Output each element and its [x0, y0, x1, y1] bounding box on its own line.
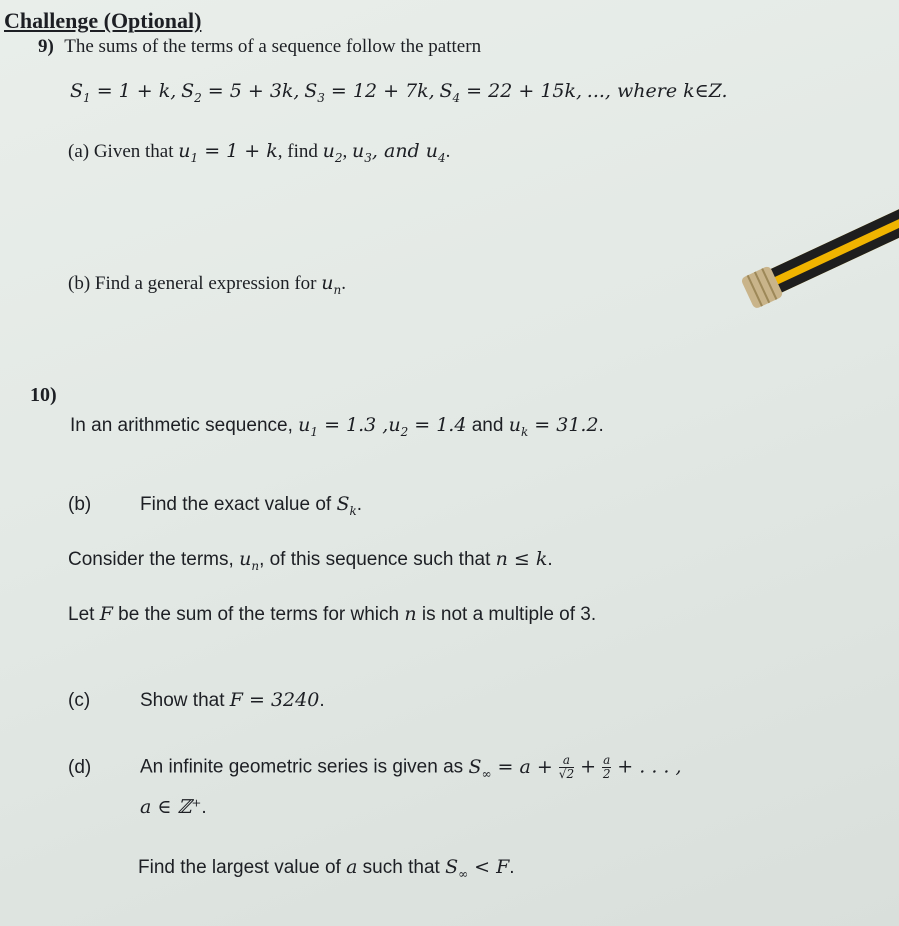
sum-s4: $S_4 = 22 + 15k$, [439, 80, 583, 105]
question-10-number: 10) [30, 384, 57, 406]
part-10d: (d) An infinite geometric series is given as $S_\infty = a$ + $\frac{a}{√2}$ + $\frac{a}{2}$ + . . . , [68, 753, 682, 781]
fraction-a-over-2: $\frac{a}{2}$ [602, 753, 611, 781]
pencil-image [720, 176, 899, 316]
part-10c: (c) Show that F = 3240. [68, 689, 325, 711]
question-9-stem [38, 36, 481, 58]
sum-tail: ..., where k∈Z. [586, 80, 728, 102]
question-9-text: The sums of the terms of a sequence follow the pattern [64, 36, 482, 57]
sum-pattern [70, 80, 728, 105]
fraction-a-over-root2: $\frac{a}{√2}$ [558, 753, 575, 781]
question-9-number: 9) [38, 36, 54, 57]
page-title: Challenge (Optional) [4, 8, 202, 33]
sum-s2: $S_2 = 5 + 3k$, [181, 80, 300, 105]
find-largest-a: Find the largest value of a such that $S_\infty < F$. [138, 856, 515, 881]
part-10d-condition: a ∈ ℤ⁺. [140, 796, 207, 818]
part-9b: (b) Find a general expression for $u_n$. [68, 272, 346, 297]
sum-s3: $S_3 = 12 + 7k$, [304, 80, 435, 105]
define-f: Let F be the sum of the terms for which n is not a multiple of 3. [68, 603, 597, 625]
consider-terms: Consider the terms, $u_n$, of this sequence such that n ≤ k. [68, 548, 553, 573]
sum-s1: $S_1 = 1 + k$, [70, 80, 177, 105]
part-10b: (b) Find the exact value of $S_k$. [68, 493, 363, 518]
part-9a: (a) Given that $u_1 = 1 + k$, find $u_2$, $u_3$, and $u_4$. [68, 140, 451, 165]
question-10-intro: In an arithmetic sequence, $u_1 = 1.3$ $,u_2 = 1.4$ and $u_k = 31.2$. [70, 414, 604, 439]
